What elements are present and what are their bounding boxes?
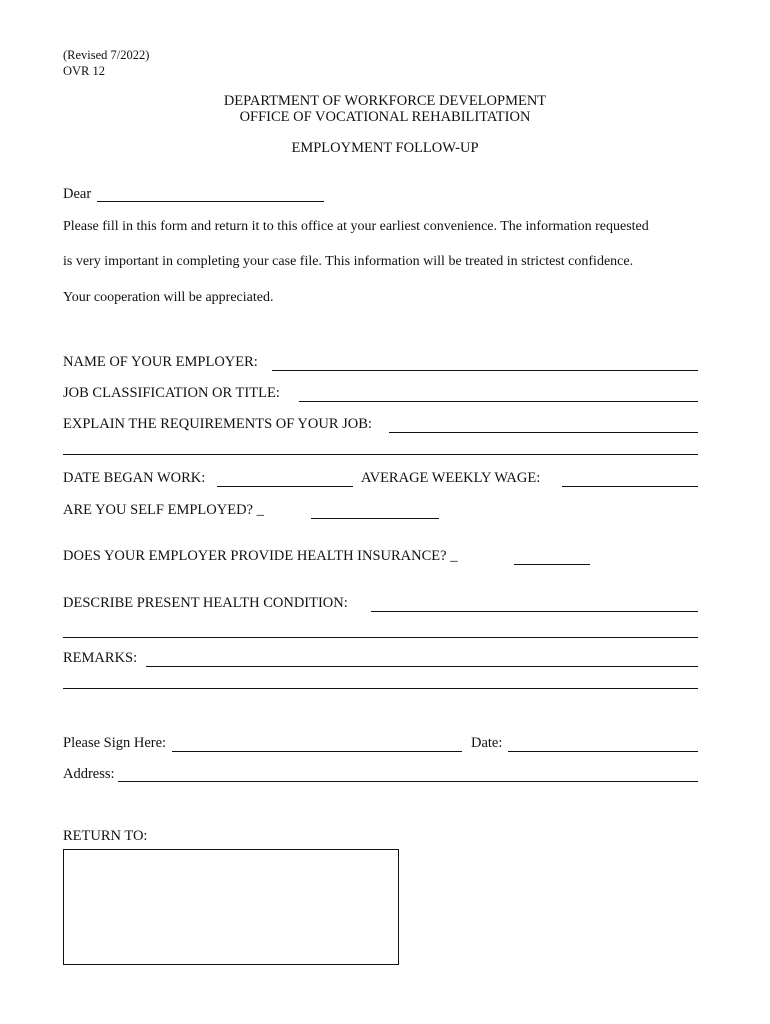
revision-date: (Revised 7/2022) xyxy=(63,48,150,62)
requirements-label: EXPLAIN THE REQUIREMENTS OF YOUR JOB: xyxy=(63,416,372,432)
remarks-field-line-2[interactable] xyxy=(63,674,698,689)
date-field[interactable] xyxy=(508,737,698,752)
employer-label: NAME OF YOUR EMPLOYER: xyxy=(63,354,258,370)
form-title: EMPLOYMENT FOLLOW-UP xyxy=(291,140,479,156)
employer-field[interactable] xyxy=(272,356,698,371)
dear-name-field[interactable] xyxy=(97,187,324,202)
weekly-wage-field[interactable] xyxy=(562,472,698,487)
health-condition-label: DESCRIBE PRESENT HEALTH CONDITION: xyxy=(63,595,348,611)
health-insurance-label: DOES YOUR EMPLOYER PROVIDE HEALTH INSURANCE? _ xyxy=(63,548,458,564)
department-name: DEPARTMENT OF WORKFORCE DEVELOPMENT xyxy=(223,93,547,109)
requirements-field-line-2[interactable] xyxy=(63,440,698,455)
remarks-label: REMARKS: xyxy=(63,650,138,666)
return-address-box xyxy=(63,849,399,965)
intro-line-3: Your cooperation will be appreciated. xyxy=(63,290,274,305)
intro-line-2: is very important in completing your case file. This information will be treated in strictest confidence. xyxy=(63,254,634,269)
health-condition-field[interactable] xyxy=(371,597,698,612)
self-employed-field[interactable] xyxy=(311,504,439,519)
sign-here-label: Please Sign Here: xyxy=(63,735,167,751)
health-condition-field-line-2[interactable] xyxy=(63,623,698,638)
intro-line-1: Please fill in this form and return it to this office at your earliest convenience. The information requested xyxy=(63,219,649,234)
weekly-wage-label: AVERAGE WEEKLY WAGE: xyxy=(361,470,541,486)
form-number: OVR 12 xyxy=(63,64,106,78)
signature-field[interactable] xyxy=(172,737,462,752)
job-title-field[interactable] xyxy=(299,387,698,402)
self-employed-label: ARE YOU SELF EMPLOYED? _ xyxy=(63,502,264,518)
remarks-field[interactable] xyxy=(146,652,698,667)
address-label: Address: xyxy=(63,766,115,782)
date-label: Date: xyxy=(471,735,503,751)
requirements-field[interactable] xyxy=(389,418,698,433)
return-to-label: RETURN TO: xyxy=(63,828,148,844)
date-began-field[interactable] xyxy=(217,472,353,487)
address-field[interactable] xyxy=(118,767,698,782)
date-began-label: DATE BEGAN WORK: xyxy=(63,470,206,486)
job-title-label: JOB CLASSIFICATION OR TITLE: xyxy=(63,385,280,401)
dear-label: Dear xyxy=(63,186,92,202)
health-insurance-field[interactable] xyxy=(514,550,590,565)
office-name: OFFICE OF VOCATIONAL REHABILITATION xyxy=(239,109,531,125)
